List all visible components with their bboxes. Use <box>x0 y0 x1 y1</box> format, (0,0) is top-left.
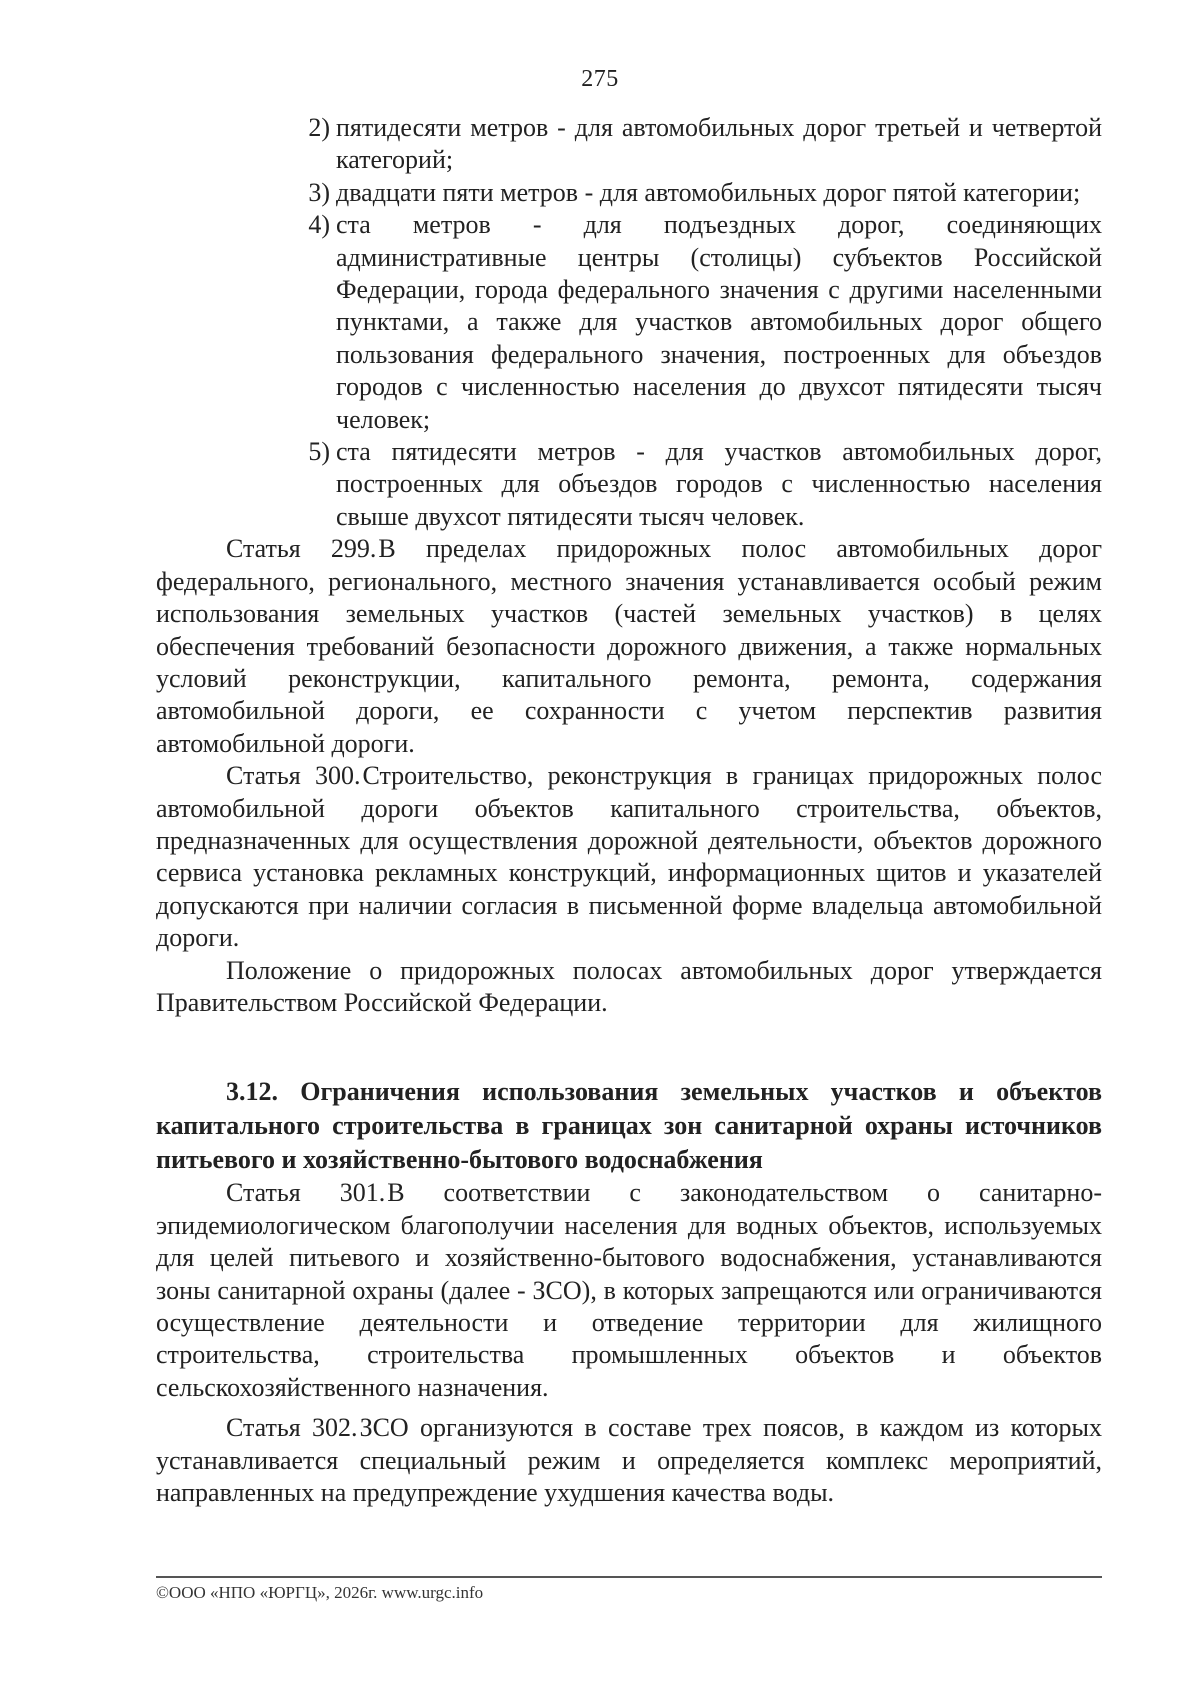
article-300 <box>156 760 1102 954</box>
list-item-text: двадцати пяти метров - для автомобильных дорог пятой категории; <box>336 177 1081 207</box>
article-label: Статья 300. <box>226 761 361 791</box>
article-label: Статья 302. <box>226 1413 358 1443</box>
list-item <box>156 436 1102 533</box>
list-item-text: пятидесяти метров - для автомобильных дорог третьей и четвертой категорий; <box>336 113 1102 175</box>
article-text: В пределах придорожных полос автомобильных дорог федерального, регионального, местного значения устанавливается особый режим использования земельных участков (частей земельных участков) в целях обеспечения требований безопасности дорожного движения, а также нормальных условий реконструкции, капитального ремонта, ремонта, содержания автомобильной дороги, ее сохранности с учетом перспектив развития автомобильной дороги. <box>156 534 1102 758</box>
document-body <box>156 112 1102 1509</box>
list-item-text: ста метров - для подъездных дорог, соединяющих административные центры (столицы) субъектов Российской Федерации, города федерального значения с другими населенными пунктами, а также для участков автомобильных дорог общего пользования федерального значения, построенных для объездов городов с численностью населения до двухсот пятидесяти тысяч человек; <box>336 210 1102 434</box>
article-301 <box>156 1177 1102 1404</box>
list-item-number: 5) <box>308 437 330 467</box>
article-302 <box>156 1412 1102 1509</box>
section-heading: 3.12. Ограничения использования земельных участков и объектов капитального строительства в границах зон санитарной охраны источников питьевого и хозяйственно-бытового водоснабжения <box>156 1077 1102 1175</box>
list-item-text: ста пятидесяти метров - для участков автомобильных дорог, построенных для объездов городов с численностью населения свыше двухсот пятидесяти тысяч человек. <box>336 437 1102 531</box>
article-text: В соответствии с законодательством о санитарно-эпидемиологическом благополучии населения для водных объектов, используемых для целей питьевого и хозяйственно-бытового водоснабжения, устанавливаются зоны санитарной охраны (далее - ЗСО), в которых запрещаются или ограничиваются осуществление деятельности и отведение территории для жилищного строительства, строительства промышленных объектов и объектов сельскохозяйственного назначения. <box>156 1178 1103 1402</box>
list-item <box>156 177 1102 209</box>
footer-divider <box>156 1576 1102 1578</box>
footer-copyright: ©ООО «НПО «ЮРГЦ», 2026г. www.urgc.info <box>156 1583 484 1602</box>
regulation-paragraph: Положение о придорожных полосах автомобильных дорог утверждается Правительством Российской Федерации. <box>156 955 1102 1017</box>
article-text: Строительство, реконструкция в границах придорожных полос автомобильной дороги объектов капитального строительства, объектов, предназначенных для осуществления дорожной деятельности, объектов дорожного сервиса установка рекламных конструкций, информационных щитов и указателей допускаются при наличии согласия в письменной форме владельца автомобильной дороги. <box>156 761 1102 953</box>
list-item-number: 4) <box>308 210 330 240</box>
article-label: Статья 299. <box>226 534 377 564</box>
article-299 <box>156 533 1102 760</box>
page-number: 275 <box>581 66 619 92</box>
list-item-number: 3) <box>308 177 330 207</box>
article-text: ЗСО организуются в составе трех поясов, в каждом из которых устанавливается специальный режим и определяется комплекс мероприятий, направленных на предупреждение ухудшения качества воды. <box>156 1413 1102 1508</box>
list-item <box>156 209 1102 436</box>
distance-list <box>156 112 1102 533</box>
list-item <box>156 112 1102 177</box>
article-label: Статья 301. <box>226 1178 386 1208</box>
list-item-number: 2) <box>308 113 330 142</box>
